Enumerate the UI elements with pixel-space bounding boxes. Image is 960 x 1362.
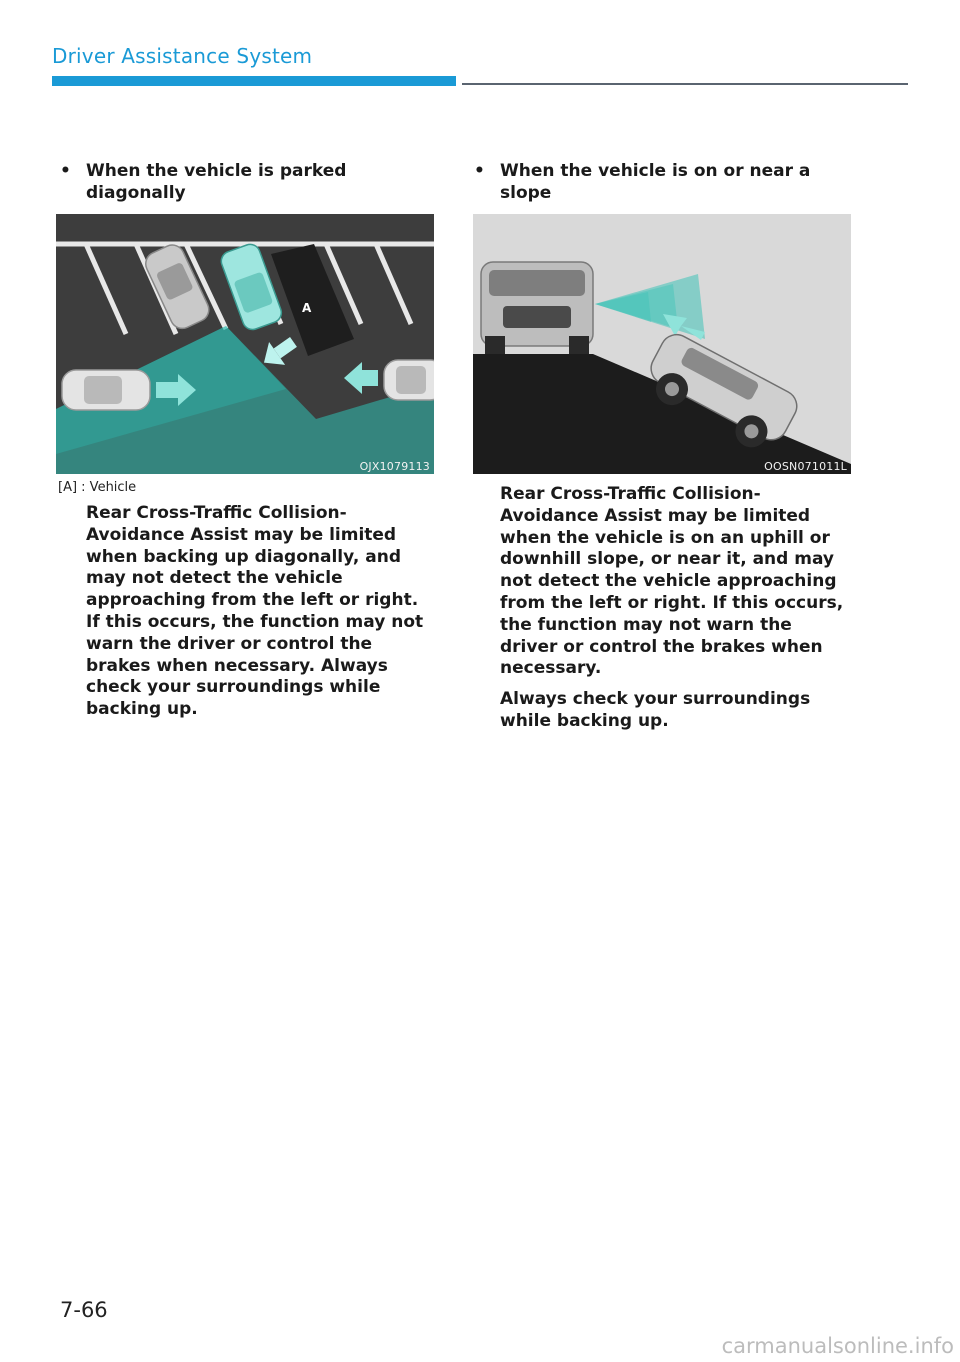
section-title: Driver Assistance System	[52, 44, 313, 68]
bullet-text: When the vehicle is parked diagonally	[86, 161, 347, 203]
figure-code: OOSN071011L	[764, 460, 847, 473]
bullet-heading-slope	[470, 160, 850, 204]
slope-illustration	[473, 214, 851, 474]
figure-caption: [A] : Vehicle	[58, 480, 137, 495]
vehicle-a-label: A	[302, 301, 312, 315]
body-paragraph: Rear Cross-Traffic Collision-Avoidance Assist may be limited when backing up diagonally, and may not detect the vehicle approaching from the left or right. If this occurs, the function may not warn the driver or control the brakes when necessary. Always check your surroundings while backing up.	[86, 503, 424, 720]
watermark: carmanualsonline.info	[721, 1334, 954, 1358]
parking-lot-drawing	[56, 214, 434, 474]
bullet-marker: •	[474, 161, 485, 181]
body-paragraph-2: Always check your surroundings while backing up.	[500, 689, 811, 731]
diagonal-parking-illustration	[56, 214, 434, 474]
figure-code: OJX1079113	[359, 460, 430, 473]
body-paragraph: Rear Cross-Traffic Collision-Avoidance Assist may be limited when the vehicle is on an uphill or downhill slope, or near it, and may not detect the vehicle approaching from the left or right. If this occurs, the function may not warn the driver or control the brakes when necessary.	[500, 484, 844, 679]
header-divider	[462, 83, 908, 85]
bullet-heading-diagonal	[56, 160, 436, 204]
left-column	[56, 160, 436, 721]
bullet-text: When the vehicle is on or near a slope	[500, 161, 811, 203]
front-view-suv	[481, 262, 593, 354]
right-column	[470, 160, 850, 733]
slope-drawing	[473, 214, 851, 474]
bullet-marker: •	[60, 161, 71, 181]
page-number: 7-66	[60, 1298, 108, 1322]
header-accent-bar	[52, 76, 456, 86]
